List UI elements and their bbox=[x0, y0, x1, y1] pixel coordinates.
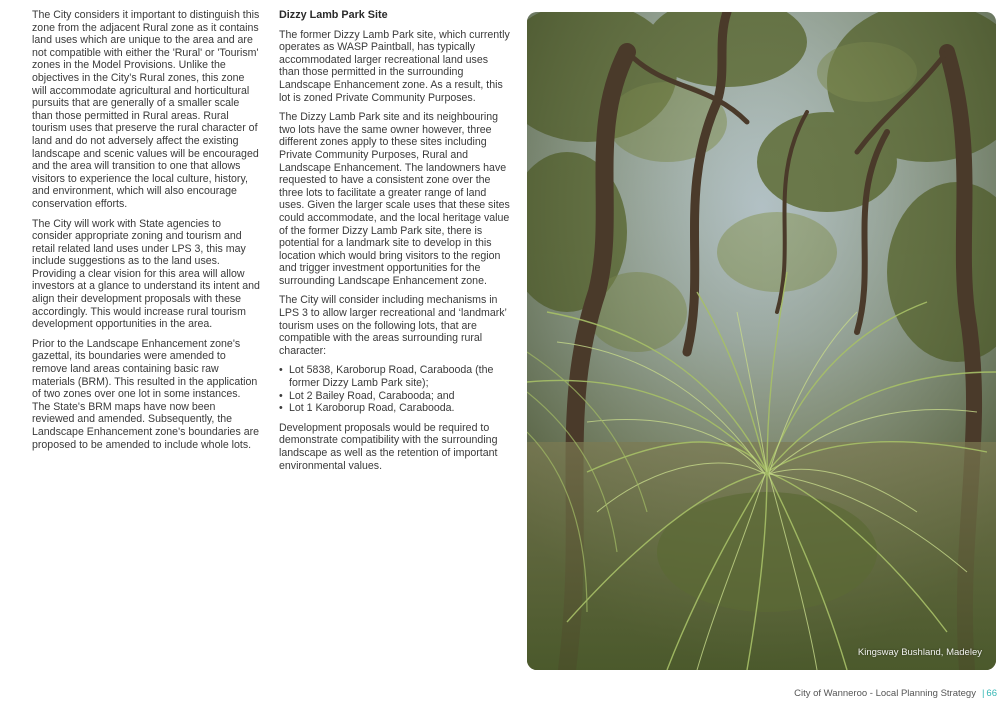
page-number: 66 bbox=[986, 688, 997, 699]
list-item: • Lot 5838, Karoborup Road, Carabooda (the former Dizzy Lamb Park site); bbox=[279, 364, 511, 389]
paragraph: The Dizzy Lamb Park site and its neighbouring two lots have the same owner however, three different zones apply to these sites including Private Community Purposes, Rural and Landscape Enhancement. The landowners have requested to have a consistent zone over the three lots to facilitate a greater range of land uses. Given the larger scale uses that these sites could accommodate, and the local heritage value of the former Dizzy Lamb Park site, there is potential for a landmark site to develop in this location which would bring visitors to the region and trigger investment opportunities for the surrounding Landscape Enhancement zone. bbox=[279, 111, 510, 287]
column-left bbox=[32, 9, 260, 458]
page-footer bbox=[794, 688, 997, 699]
list-item: • Lot 2 Bailey Road, Carabooda; and bbox=[279, 390, 511, 403]
paragraph: The former Dizzy Lamb Park site, which currently operates as WASP Paintball, has typically accommodated larger recreational land uses than those permitted in the surrounding Landscape Enhancement zone. As a result, this lot is zoned Private Community Purposes. bbox=[279, 28, 510, 104]
column-middle bbox=[279, 9, 511, 479]
photo-illustration bbox=[527, 12, 996, 670]
paragraph: The City will work with State agencies to consider appropriate zoning and tourism and retail related land uses under LPS 3, this may include suggestions as to the land uses. Providing a clear vision for this area will allow investors at a glance to understand its intent and align their development proposals with these accordingly. This would increase rural tourism development opportunities in the area. bbox=[32, 217, 260, 331]
section-heading: Dizzy Lamb Park Site bbox=[279, 9, 388, 21]
list-item: • Lot 1 Karoborup Road, Carabooda. bbox=[279, 402, 511, 415]
lot-list bbox=[279, 364, 511, 414]
bushland-photo bbox=[527, 12, 996, 670]
footer-separator: | bbox=[981, 688, 985, 699]
paragraph: The City will consider including mechanisms in LPS 3 to allow larger recreational and ‘landmark’ tourism uses on the following lots, that are compatible with the areas surrounding rural character: bbox=[279, 294, 507, 357]
paragraph: Prior to the Landscape Enhancement zone's gazettal, its boundaries were amended to remove land areas containing basic raw materials (BRM). This resulted in the application of two zones over one lot in some instances. The State's BRM maps have now been reviewed and amended. Subsequently, the Landscape Enhancement zone's boundaries are proposed to be amended to include whole lots. bbox=[32, 337, 260, 451]
paragraph: The City considers it important to distinguish this zone from the adjacent Rural zone as it contains land uses which are unique to the area and are not compatible with either the 'Rural' or 'Tourism' zones in the Model Provisions. Unlike the objectives in the City’s Rural zones, this zone will accommodate agricultural and horticultural pursuits that are generally of a smaller scale than those permitted in Rural areas. Rural tourism uses that preserve the rural character of land and do not adversely affect the existing landscape and scenic values will be encouraged and the area will transition to one that allows visitors to experience the local culture, history, and environment, which will also encourage conservation efforts. bbox=[32, 9, 260, 210]
footer-title: City of Wanneroo - Local Planning Strategy bbox=[794, 688, 976, 699]
photo-caption: Kingsway Bushland, Madeley bbox=[857, 647, 982, 658]
paragraph: Development proposals would be required to demonstrate compatibility with the surrounding landscape as well as the retention of important environmental values. bbox=[279, 421, 498, 472]
